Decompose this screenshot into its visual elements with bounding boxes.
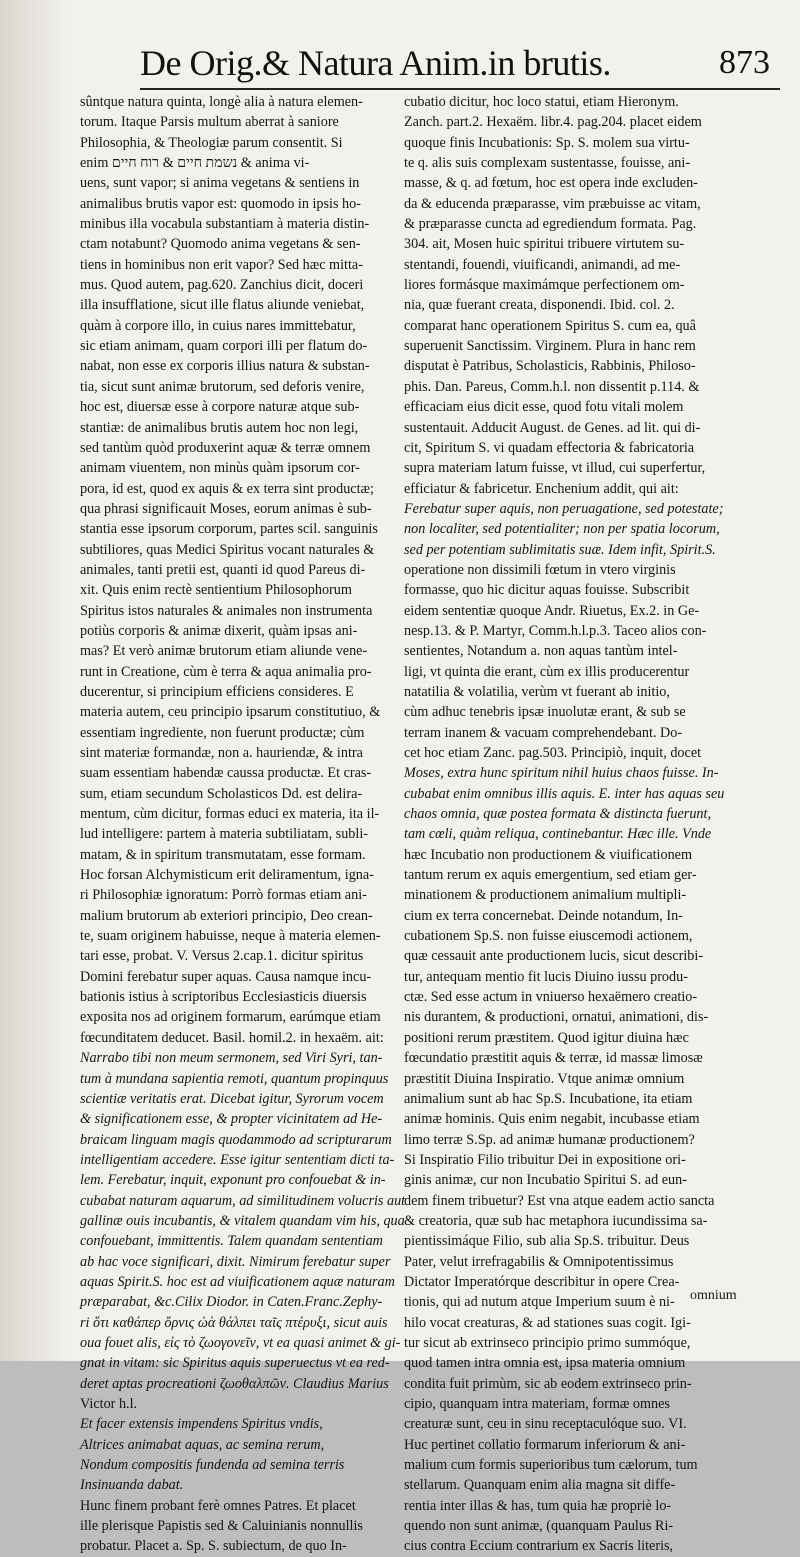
text-line: exposita nos ad originem formarum, earúmque etiam — [80, 1009, 381, 1026]
text-line: pora, id est, quod ex aquis & ex terra sint productæ; — [80, 480, 374, 497]
gutter-shadow — [0, 0, 70, 1361]
text-line: Ferebatur super aquis, non peruagatione, sed potestate; — [404, 500, 724, 517]
text-line: superuenit Sanctissim. Virginem. Plura in hanc rem — [404, 338, 696, 355]
text-line: Pater, velut irrefragabilis & Omnipotentissimus — [404, 1253, 674, 1270]
text-line: cius contra Eccium contrarium ex Sacris literis, — [404, 1538, 674, 1555]
text-line: cium ex terra concernebat. Deinde notandum, In- — [404, 907, 683, 924]
text-line: quàm à corpore illo, in cuius nares immittebatur, — [80, 317, 356, 334]
text-line: materia autem, ceu principio ipsarum constitutiuo, & — [80, 704, 381, 721]
text-line: matam, & in spiritum transmutatam, esse formam. — [80, 846, 366, 863]
text-line: ri ὅτι καθάπερ ὄρνις ὠὰ θάλπει ταῖς πτέρυξι, sicut auis — [80, 1314, 388, 1331]
text-line: Huc pertinet collatio formarum inferiorum & ani- — [404, 1436, 686, 1453]
text-line: quod tamen intra omnia est, ipsa materia omnium — [404, 1355, 686, 1372]
text-line: essentiam ingrediente, non fuerunt productæ; cùm — [80, 724, 365, 741]
text-line: lem. Ferebatur, inquit, exponunt pro confouebat & in- — [80, 1172, 386, 1189]
text-line: terram inanem & vacuam comprehendebant. Do- — [404, 724, 683, 741]
page-number: 873 — [719, 44, 770, 81]
text-line: stantiæ: de animalibus brutis autem hoc non legi, — [80, 419, 359, 436]
text-line: hæc Incubatio non productionem & viuificationem — [404, 846, 693, 863]
text-line: subtiliores, quas Medici Spiritus vocant naturales & — [80, 541, 375, 558]
text-line: cet hoc etiam Zanc. pag.503. Principiò, inquit, docet — [404, 745, 702, 761]
text-line: cit, Spiritum S. vi quadam effectoria & fabricatoria — [404, 439, 695, 456]
text-line: sentientes, Notandum a. non aquas tantùm intel- — [404, 643, 678, 660]
text-line: braicam linguam magis quodammodo ad scripturarum — [80, 1131, 392, 1148]
text-line: gallinæ ouis incubantis, & vitalem quandam vim his, qua — [80, 1212, 405, 1229]
text-line: enim נשמת חיים & רוח חיים & anima vi- — [80, 155, 310, 172]
text-line: xit. Quis enim rectè sentientium Philosophorum — [80, 582, 352, 599]
text-line: sum, etiam secundum Scholasticos Dd. est delira- — [80, 785, 363, 802]
text-line: potiùs corporis & animæ dixerit, quàm ipsas ani- — [80, 622, 358, 639]
text-line: tam cœli, quàm reliqua, continebantur. Hæc ille. Vnde — [404, 826, 712, 843]
text-line: sed per potentiam sublimitatis suæ. Idem infit, Spirit.S. — [404, 541, 716, 558]
text-line: te q. alis suis complexam sustentasse, fouisse, ani- — [404, 155, 691, 172]
text-line: bationis istius à scriptoribus Ecclesiasticis diuersis — [80, 989, 367, 1006]
text-line: efficiatur & fabricetur. Enchenium addit, qui ait: — [404, 480, 679, 497]
text-line: ab hac voce significari, dixit. Nimirum ferebatur super — [80, 1253, 391, 1270]
text-line: Insinuanda dabat. — [80, 1477, 184, 1494]
text-line: & creatoria, quæ sub hac metaphora iucundissima sa- — [404, 1212, 708, 1229]
text-line: non localiter, sed potentialiter; non per spatia locorum, — [404, 521, 720, 538]
text-line: nabat, non esse ex corporis illius natura & substan- — [80, 358, 370, 375]
text-line: nis durantem, & productioni, ornatui, animationi, dis- — [404, 1009, 709, 1026]
text-line: tia, sicut sunt animæ brutorum, sed deforis venire, — [80, 378, 365, 395]
text-line: malium brutorum ab exteriori principio, Deo crean- — [80, 907, 373, 924]
text-line: cubabat naturam aquarum, ad similitudinem volucris aut — [80, 1192, 406, 1209]
text-line: aquas Spirit.S. hoc est ad viuificationem aquæ naturam — [80, 1273, 395, 1290]
text-line: formasse, quo hic dicitur aquas fouisse. Subscribit — [404, 582, 690, 599]
text-line: ri Philosophiæ ignoratum: Porrò formas etiam ani- — [80, 887, 367, 904]
text-line: animæ hominis. Quis enim negabit, incubasse etiam — [404, 1111, 700, 1128]
text-line: & præparasse cuncta ad egrediendum formata. Pag. — [404, 216, 697, 233]
text-line: Si Inspiratio Filio tribuitur Dei in expositione ori- — [404, 1151, 686, 1168]
text-line: Dictator Imperatórque describitur in opere Crea- — [404, 1273, 680, 1290]
text-line: tur, antequam mentio fit lucis Diuino iussu produ- — [404, 968, 688, 985]
text-line: operatione non dissimili fœtum in vtero virginis — [404, 561, 676, 578]
text-line: Domini ferebatur super aquas. Causa namque incu- — [80, 968, 372, 985]
catchword: omnium — [690, 1288, 737, 1303]
text-line: animales, tanti pretii est, quanti id quod Pareus di- — [80, 561, 366, 578]
text-line: phis. Dan. Pareus, Comm.h.l. non dissentit p.114. & — [404, 378, 700, 395]
text-line: ligi, vt quinta die erant, cùm ex illis producerentur — [404, 663, 690, 680]
text-line: quendo non sunt animæ, (quanquam Paulus Ri- — [404, 1518, 674, 1535]
text-line: comparat hanc operationem Spiritus S. cum ea, quâ — [404, 317, 696, 334]
text-line: nia, quæ fuerant creata, disponendi. Ibid. col. 2. — [404, 297, 675, 314]
text-line: quæ cessauit ante productionem lucis, sicut describi- — [404, 948, 704, 965]
text-line: Zanch. part.2. Hexaëm. libr.4. pag.204. placet eidem — [404, 114, 702, 131]
text-line: minibus illa vocabula substantiam à materia distin- — [80, 216, 370, 233]
text-line: Altrices animabat aquas, ac semina rerum, — [80, 1436, 325, 1453]
text-line: Narrabo tibi non meum sermonem, sed Viri Syri, tan- — [80, 1050, 383, 1067]
text-line: pientissimáque Filio, sub alia Sp.S. tribuitur. Deus — [404, 1233, 690, 1250]
text-line: stellarum. Quanquam enim alia magna sit diffe- — [404, 1477, 676, 1494]
text-line: supra materiam latum fuisse, vt illud, cui superfertur, — [404, 460, 706, 477]
text-line: Moses, extra hunc spiritum nihil huius chaos fuisse. In- — [404, 765, 719, 782]
text-line: Spiritus istos naturales & animales non instrumenta — [80, 602, 373, 619]
text-line: hilo vocat creaturas, & ad stationes suas cogit. Igi- — [404, 1314, 691, 1331]
text-line: sic etiam animam, quam corpori illi per flatum do- — [80, 338, 368, 355]
text-line: condita fuit primùm, sic ab eodem extrinseco prin- — [404, 1375, 692, 1392]
text-line: creaturæ sunt, ceu in sinu receptaculóque suo. VI. — [404, 1416, 687, 1433]
text-line: tari esse, probat. V. Versus 2.cap.1. dicitur spiritus — [80, 948, 364, 965]
text-line: tum à mundana sapientia remoti, quantum propinquus — [80, 1070, 389, 1087]
text-line: tionis, qui ad nutum atque Imperium suum è ni- — [404, 1294, 675, 1311]
text-line: animalibus brutis vapor est: quomodo in ipsis ho- — [80, 195, 361, 212]
text-line: mentum, cùm dicitur, formas educi ex materia, ita il- — [80, 806, 380, 823]
text-line: lud intelligere: partem à materia subtiliatam, subli- — [80, 826, 368, 843]
text-line: stantia esse ipsorum corporum, partes scil. sanguinis — [80, 521, 378, 538]
left-text-column — [80, 92, 406, 1557]
text-line: scientiæ veritatis erat. Dicebat igitur, Syrorum vocem — [80, 1090, 384, 1107]
text-line: chaos omnia, quæ postea formata & distincta fuerunt, — [404, 806, 711, 823]
text-line: eidem sententiæ quoque Andr. Riuetus, Ex.2. in Ge- — [404, 602, 700, 619]
text-line: & significationem esse, & propter vicinitatem ad He- — [80, 1111, 383, 1128]
text-line: suam essentiam habendæ caussa productæ. Et cras- — [80, 765, 372, 782]
text-line: torum. Itaque Parsis multum aberrat à saniore — [80, 114, 339, 131]
text-line: Nondum compositis fundenda ad semina terris — [80, 1457, 345, 1474]
text-line: probatur. Placet a. Sp. S. subiectum, de quo In- — [80, 1538, 347, 1555]
text-line: minationem & productionem animalium multipli- — [404, 887, 687, 904]
text-line: deret aptas procreationi ζωοθαλπῶν. Claudius Marius — [80, 1375, 389, 1392]
text-line: Hoc forsan Alchymisticum erit deliramentum, igna- — [80, 867, 374, 884]
header-rule — [140, 88, 780, 90]
text-line: nesp.13. & P. Martyr, Comm.h.l.p.3. Taceo alios con- — [404, 622, 707, 639]
text-line: præparabat, &c.Cilix Diodor. in Caten.Franc.Zephy- — [80, 1294, 383, 1311]
text-line: Hunc finem probant ferè omnes Patres. Et placet — [80, 1497, 356, 1514]
text-line: liores formásque maximámque perfectionem om- — [404, 277, 685, 294]
text-line: confouebant, immittentis. Talem quandam sententiam — [80, 1233, 383, 1250]
text-line: gnat in vitam: sic Spiritus aquis superuectus vt ea red- — [80, 1355, 390, 1372]
text-line: sûntque natura quinta, longè alia à natura elemen- — [80, 94, 363, 110]
text-line: tiens in hominibus non erit vapor? Sed hæc mitta- — [80, 256, 363, 273]
text-line: oua fouet alis, εἰς τὸ ζωογονεῖν, vt ea quasi animet & gi- — [80, 1334, 401, 1351]
text-line: natatilia & volatilia, verùm vt fuerant ab initio, — [404, 683, 670, 700]
text-line: qua phrasi significauit Moses, eorum animas è sub- — [80, 500, 372, 517]
text-line: dem finem tribuetur? Est vna atque eadem actio sancta — [404, 1192, 715, 1209]
text-line: Et facer extensis impendens Spiritus vndis, — [80, 1416, 323, 1433]
text-line: cùm adhuc tenebris ipsæ inuolutæ erant, & sub se — [404, 704, 686, 721]
text-line: runt in Creatione, cùm è terra & aqua animalia pro- — [80, 663, 372, 680]
text-line: malium cum formis superioribus tum cælorum, tum — [404, 1457, 698, 1474]
text-line: ctam notabunt? Quomodo anima vegetans & sen- — [80, 236, 361, 253]
text-line: cubationem Sp.S. non fuisse eiuscemodi actionem, — [404, 928, 693, 945]
text-line: ducerentur, si principium efficiens consideres. E — [80, 683, 354, 700]
text-line: limo terræ S.Sp. ad animæ humanæ productionem? — [404, 1131, 695, 1148]
text-line: cubabat enim omnibus illis aquis. E. inter has aquas seu — [404, 785, 725, 802]
text-line: tur sicut ab extrinseco principio primo summóque, — [404, 1334, 691, 1351]
running-title: De Orig.& Natura Anim.in brutis. — [140, 43, 611, 83]
text-line: Philosophia, & Theologiæ parum consentit. Si — [80, 134, 343, 151]
text-line: stentandi, fouendi, viuificandi, animandi, ad me- — [404, 256, 681, 273]
text-line: animalium sunt ab hac Sp.S. Incubatione, ita etiam — [404, 1090, 693, 1107]
text-line: masse, & q. ad fœtum, hoc est opera inde excluden- — [404, 175, 698, 192]
right-text-column — [404, 92, 794, 1557]
running-header — [140, 42, 780, 90]
text-line: tantum rerum ex aquis emergentium, sed etiam ger- — [404, 867, 697, 884]
text-line: disputat è Patribus, Scholasticis, Rabbinis, Philoso- — [404, 358, 696, 375]
text-line: da & educenda præparasse, vim præbuisse ac vitam, — [404, 195, 701, 212]
text-line: animam viuentem, non minùs quàm ipsorum cor- — [80, 460, 360, 477]
text-line: ginis animæ, cur non Incubatio Spiritui S. ad eun- — [404, 1172, 687, 1189]
text-line: positioni rerum præstitem. Quod igitur diuina hæc — [404, 1029, 689, 1046]
text-line: intelligentiam accedere. Esse igitur sententiam dicti ta- — [80, 1151, 395, 1168]
text-line: mus. Quod autem, pag.620. Zanchius dicit, doceri — [80, 277, 364, 294]
text-line: quoque finis Incubationis: Sp. S. molem sua virtu- — [404, 134, 690, 151]
text-line: mas? Et verò animæ brutorum etiam aliunde vene- — [80, 643, 368, 660]
text-line: uens, sunt vapor; si anima vegetans & sentiens in — [80, 175, 360, 192]
text-line: fœcundatio præstitit aquis & terræ, id massæ limosæ — [404, 1050, 703, 1067]
text-line: ille plerisque Papistis sed & Caluinianis nonnullis — [80, 1518, 363, 1535]
text-line: sint materiæ formandæ, non a. hauriendæ, & intra — [80, 745, 363, 761]
text-line: rentia inter illas & has, tum quia hæ propriè lo- — [404, 1497, 672, 1514]
text-line: cipio, quanquam intra materiam, formæ omnes — [404, 1396, 670, 1412]
text-line: efficaciam eius dicit esse, quod fotu vitali molem — [404, 399, 684, 416]
text-line: 304. ait, Mosen huic spiritui tribuere virtutem su- — [404, 236, 685, 253]
text-line: sustentauit. Adducit August. de Genes. ad lit. qui di- — [404, 419, 701, 436]
text-line: Victor h.l. — [80, 1396, 138, 1412]
text-line: præstitit Diuina Inspiratio. Vtque animæ omnium — [404, 1070, 685, 1087]
text-line: hoc est, diuersæ esse à corpore naturæ atque sub- — [80, 399, 360, 416]
text-line: sed tantùm quòd produxerint aquæ & terræ omnem — [80, 439, 371, 456]
text-line: te, suam originem habuisse, neque à materia elemen- — [80, 928, 381, 945]
text-line: fœcunditatem deducet. Basil. homil.2. in hexaëm. ait: — [80, 1029, 384, 1046]
text-line: illa insufflatione, sicut ille flatus aliunde veniebat, — [80, 297, 365, 314]
text-line: cubatio dicitur, hoc loco statui, etiam Hieronym. — [404, 94, 679, 110]
text-line: ctæ. Sed esse actum in vniuerso hexaëmero creatio- — [404, 989, 698, 1006]
